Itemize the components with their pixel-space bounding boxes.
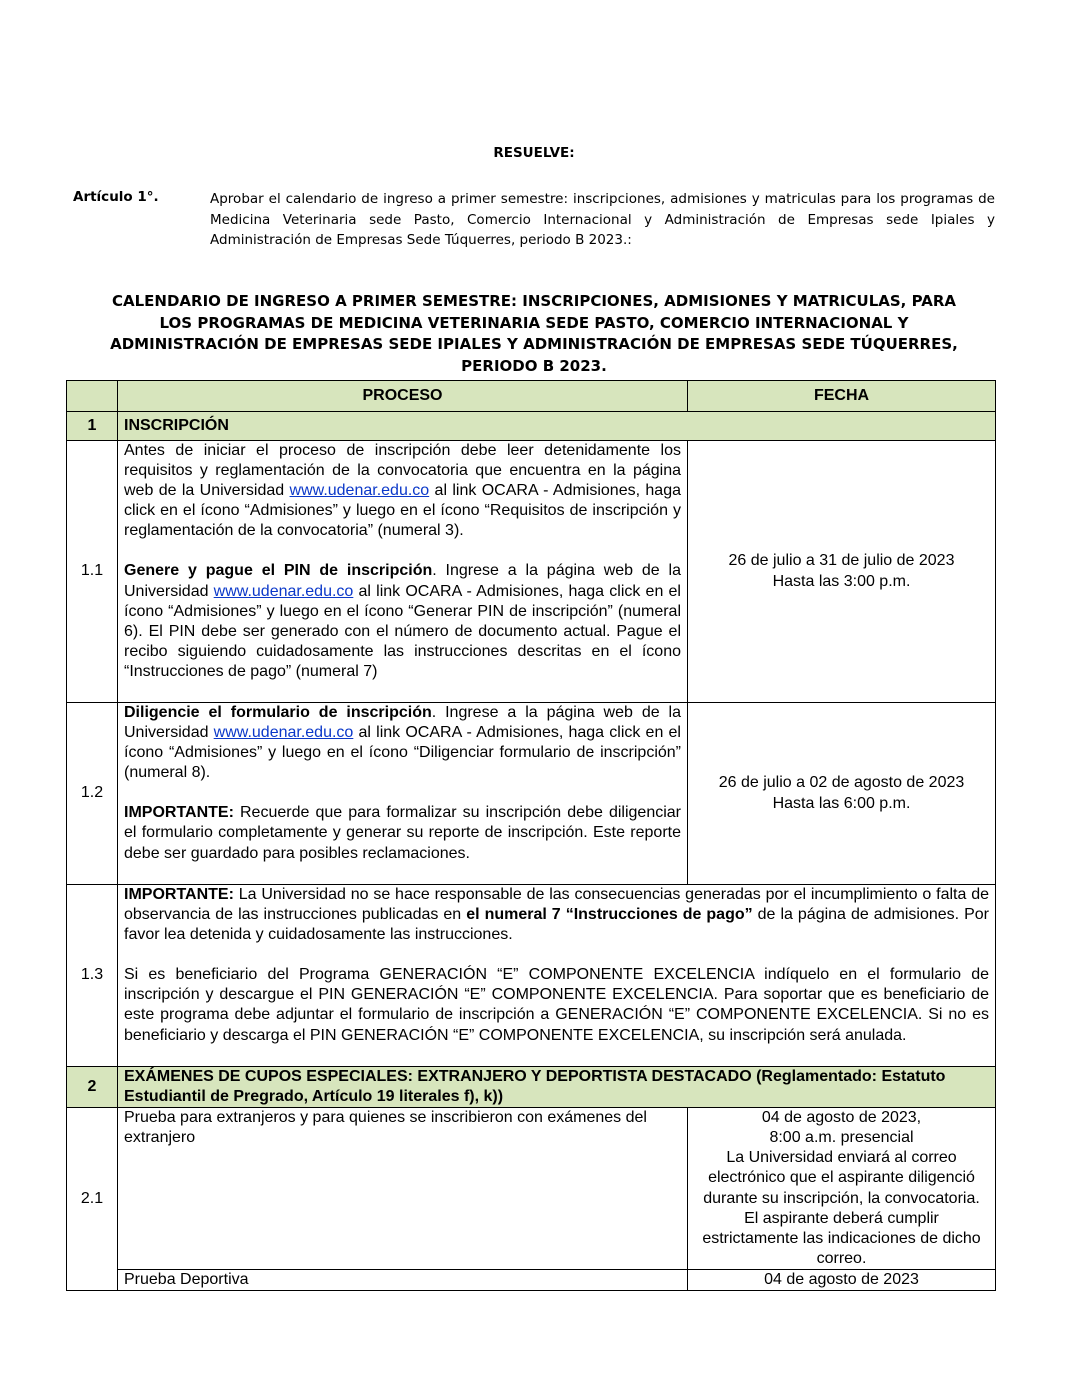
process-cell xyxy=(118,885,996,1067)
process-cell: Prueba Deportiva xyxy=(118,1270,688,1291)
date-note: La Universidad enviará al correo electrónico que el aspirante diligenció durante su inscripción, la convocatoria. El aspirante deberá cumplir estrictamente las indicaciones de dicho correo. xyxy=(702,1149,981,1267)
section-title: INSCRIPCIÓN xyxy=(118,412,996,441)
date-deadline: Hasta las 6:00 p.m. xyxy=(772,794,911,812)
row-number: 1.3 xyxy=(67,885,118,1067)
process-text: Recuerde que para formalizar su inscripción debe diligenciar el formulario completamente y generar su reporte de inscripción. Este reporte debe ser guardado para posibles reclamaciones. xyxy=(124,804,681,862)
table-row-1-1 xyxy=(67,441,996,703)
date-range: 26 de julio a 31 de julio de 2023 xyxy=(728,552,955,570)
resuelve-heading: RESUELVE: xyxy=(493,145,575,161)
table-row-2-1 xyxy=(67,1108,996,1270)
process-bold-text: Genere y pague el PIN de inscripción xyxy=(124,562,433,580)
process-cell xyxy=(118,441,688,703)
table-row-1-2 xyxy=(67,703,996,885)
header-fecha: FECHA xyxy=(688,381,996,412)
section-title: EXÁMENES DE CUPOS ESPECIALES: EXTRANJERO Y DEPORTISTA DESTACADO (Reglamentado: Estatuto Estudiantil de Pregrado, Artículo 19 literales f), k)) xyxy=(118,1067,996,1108)
date-cell: 04 de agosto de 2023 xyxy=(688,1270,996,1291)
process-bold-text: Diligencie el formulario de inscripción xyxy=(124,704,432,721)
article-label: Artículo 1°. xyxy=(73,189,159,205)
date-cell xyxy=(688,703,996,885)
udenar-link[interactable]: www.udenar.edu.co xyxy=(213,582,354,600)
process-cell: Prueba para extranjeros y para quienes se inscribieron con exámenes del extranjero xyxy=(118,1108,688,1270)
udenar-link[interactable]: www.udenar.edu.co xyxy=(289,482,430,500)
process-text: Antes de iniciar el proceso de inscripción debe leer detenidamente los requisitos y reglamentación de la convocatoria que encuentra en la página web de la Universidad xyxy=(124,442,681,500)
table-row-1-3 xyxy=(67,885,996,1067)
process-bold-text: el numeral 7 “Instrucciones de pago” xyxy=(466,906,753,924)
process-bold-text: IMPORTANTE: xyxy=(124,804,234,822)
process-text: al link OCARA - Admisiones, haga click en el ícono “Admisiones” y luego en el ícono “Generar PIN de inscripción” (numeral 6). El PIN debe ser generado con el número de documento actual. Pague el recibo siguiendo cuidadosamente las instrucciones descritas en el ícono “Instrucciones de pago” (numeral 7) xyxy=(124,582,681,680)
date-deadline: Hasta las 3:00 p.m. xyxy=(772,572,911,590)
header-proceso: PROCESO xyxy=(118,381,688,412)
udenar-link[interactable]: www.udenar.edu.co xyxy=(213,724,354,742)
process-text: La Universidad no se hace responsable de las consecuencias generadas por el incumplimiento o falta de observancia de las instrucciones publicadas en xyxy=(124,886,989,924)
table-header-row xyxy=(67,381,996,412)
section-number: 1 xyxy=(67,412,118,441)
section-row-1 xyxy=(67,412,996,441)
process-text: de la página de admisiones. Por favor lea detenida y cuidadosamente las instrucciones. xyxy=(124,906,990,944)
section-row-2 xyxy=(67,1067,996,1108)
section-number: 2 xyxy=(67,1067,118,1108)
process-text: . Ingrese a la página web de la Universidad xyxy=(124,562,681,600)
process-text: . Ingrese a la página web de la Universidad xyxy=(124,704,682,742)
date-range: 26 de julio a 02 de agosto de 2023 xyxy=(718,774,965,792)
calendar-title: CALENDARIO DE INGRESO A PRIMER SEMESTRE: INSCRIPCIONES, ADMISIONES Y MATRICULAS, PARA LOS PROGRAMAS DE MEDICINA VETERINARIA SEDE PASTO, COMERCIO INTERNACIONAL Y ADMINISTRACIÓN DE EMPRESAS SEDE IPIALES Y ADMINISTRACIÓN DE EMPRESAS SEDE TÚQUERRES, PERIODO B 2023. xyxy=(110,292,958,375)
process-text: Si es beneficiario del Programa GENERACIÓN “E” COMPONENTE EXCELENCIA indíquelo en el formulario de inscripción y descargue el PIN GENERACIÓN “E” COMPONENTE EXCELENCIA. Para soportar que es beneficiario de este programa debe adjuntar el formulario de inscripción a GENERACIÓN “E” COMPONENTE EXCELENCIA. Si no es beneficiario y descarga el PIN GENERACIÓN “E” COMPONENTE EXCELENCIA, su inscripción será anulada. xyxy=(124,966,989,1044)
row-number: 1.1 xyxy=(67,441,118,703)
process-text: al link OCARA - Admisiones, haga click en el ícono “Admisiones” y luego en el ícono “Requisitos de inscripción y reglamentación de la convocatoria” (numeral 3). xyxy=(124,482,682,540)
article-text: Aprobar el calendario de ingreso a primer semestre: inscripciones, admisiones y matriculas para los programas de Medicina Veterinaria sede Pasto, Comercio Internacional y Administración de Empresas sede Ipiales y Administración de Empresas Sede Túquerres, periodo B 2023.: xyxy=(210,191,995,248)
calendar-table xyxy=(66,380,996,1291)
table-row-2-2 xyxy=(67,1270,996,1291)
date-value: 04 de agosto de 2023, xyxy=(761,1109,922,1127)
date-cell xyxy=(688,441,996,703)
row-number: 1.2 xyxy=(67,703,118,885)
process-bold-text: IMPORTANTE: xyxy=(124,886,234,903)
date-cell xyxy=(688,1108,996,1270)
row-number: 2.1 xyxy=(67,1108,118,1291)
process-text: al link OCARA - Admisiones, haga click en el ícono “Admisiones” y luego en el ícono “Diligenciar formulario de inscripción” (numeral 8). xyxy=(124,724,681,782)
header-empty-cell xyxy=(67,381,118,412)
date-time: 8:00 a.m. presencial xyxy=(769,1129,914,1147)
process-cell xyxy=(118,703,688,885)
